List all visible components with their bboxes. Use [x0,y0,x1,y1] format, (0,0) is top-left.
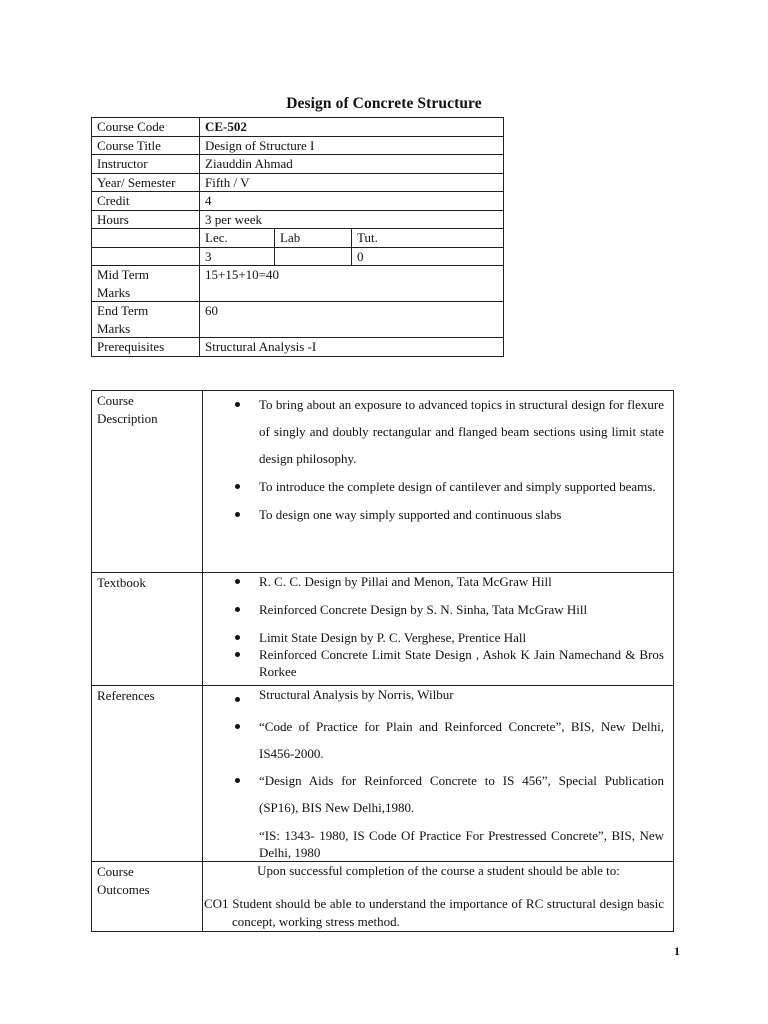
instructor-value: Ziauddin Ahmad [200,155,504,174]
lab-label: Lab [275,229,352,248]
list-item: Reinforced Concrete Design by S. N. Sinha, Tata McGraw Hill [203,601,664,618]
textbook-list [203,573,664,680]
list-item: Structural Analysis by Norris, Wilbur [203,686,664,703]
empty-cell [92,247,200,266]
textbook-label: Textbook [92,573,203,686]
outcomes-intro: Upon successful completion of the course a student should be able to: [257,863,620,878]
table-row [92,192,504,211]
lec-value: 3 [200,247,275,266]
course-title-label: Course Title [92,136,200,155]
hours-value: 3 per week [200,210,504,229]
empty-cell [92,229,200,248]
table-row [92,573,674,686]
list-item: To design one way simply supported and continuous slabs [203,501,664,528]
course-title-value: Design of Structure I [200,136,504,155]
year-semester-label: Year/ Semester [92,173,200,192]
tut-value: 0 [352,247,504,266]
course-outcomes-label: Course Outcomes [92,862,203,932]
course-info-table [91,117,504,357]
course-code-label: Course Code [92,118,200,137]
course-outcomes-value [203,862,674,932]
prerequisites-value: Structural Analysis -I [200,338,504,357]
end-term-label: End Term Marks [92,302,200,338]
references-label: References [92,686,203,862]
table-row [92,210,504,229]
list-item: R. C. C. Design by Pillai and Menon, Tata McGraw Hill [203,573,664,590]
list-item: “Design Aids for Reinforced Concrete to IS 456”, Special Publication (SP16), BIS New Delhi,1980. [203,767,664,821]
table-row [92,266,504,302]
list-item: Limit State Design by P. C. Verghese, Prentice Hall [203,629,664,646]
end-term-value: 60 [200,302,504,338]
course-description-label: Course Description [92,391,203,573]
list-item: To bring about an exposure to advanced topics in structural design for flexure of singly and doubly rectangular and flanged beam sections using limit state design philosophy. [203,391,664,472]
credit-value: 4 [200,192,504,211]
year-semester-value: Fifth / V [200,173,504,192]
instructor-label: Instructor [92,155,200,174]
table-row [92,173,504,192]
table-row [92,155,504,174]
lec-label: Lec. [200,229,275,248]
textbook-value [203,573,674,686]
mid-term-value: 15+15+10=40 [200,266,504,302]
course-code-value: CE-502 [200,118,504,137]
table-row [92,862,674,932]
lab-value [275,247,352,266]
table-row [92,136,504,155]
list-item: Reinforced Concrete Limit State Design , Ashok K Jain Namechand & Bros Rorkee [203,646,664,680]
table-row [92,338,504,357]
credit-label: Credit [92,192,200,211]
references-value [203,686,674,862]
table-row [92,118,504,137]
table-row [92,302,504,338]
table-row [92,247,504,266]
course-description-value [203,391,674,573]
mid-term-label: Mid Term Marks [92,266,200,302]
references-list [203,686,664,821]
table-row [92,229,504,248]
prerequisites-label: Prerequisites [92,338,200,357]
hours-label: Hours [92,210,200,229]
page-title: Design of Concrete Structure [286,95,482,112]
list-item: To introduce the complete design of cantilever and simply supported beams. [203,473,664,500]
table-row [92,391,674,573]
table-row [92,686,674,862]
list-item: “Code of Practice for Plain and Reinforced Concrete”, BIS, New Delhi, IS456-2000. [203,713,664,767]
reference-extra: “IS: 1343- 1980, IS Code Of Practice For Prestressed Concrete”, BIS, New Delhi, 1980 [259,828,664,860]
page-number: 1 [674,944,680,958]
description-list [203,391,664,528]
outcome-co1: CO1 Student should be able to understand the importance of RC structural design basic concept, working stress method. [204,896,664,929]
course-details-table [91,390,674,932]
tut-label: Tut. [352,229,504,248]
